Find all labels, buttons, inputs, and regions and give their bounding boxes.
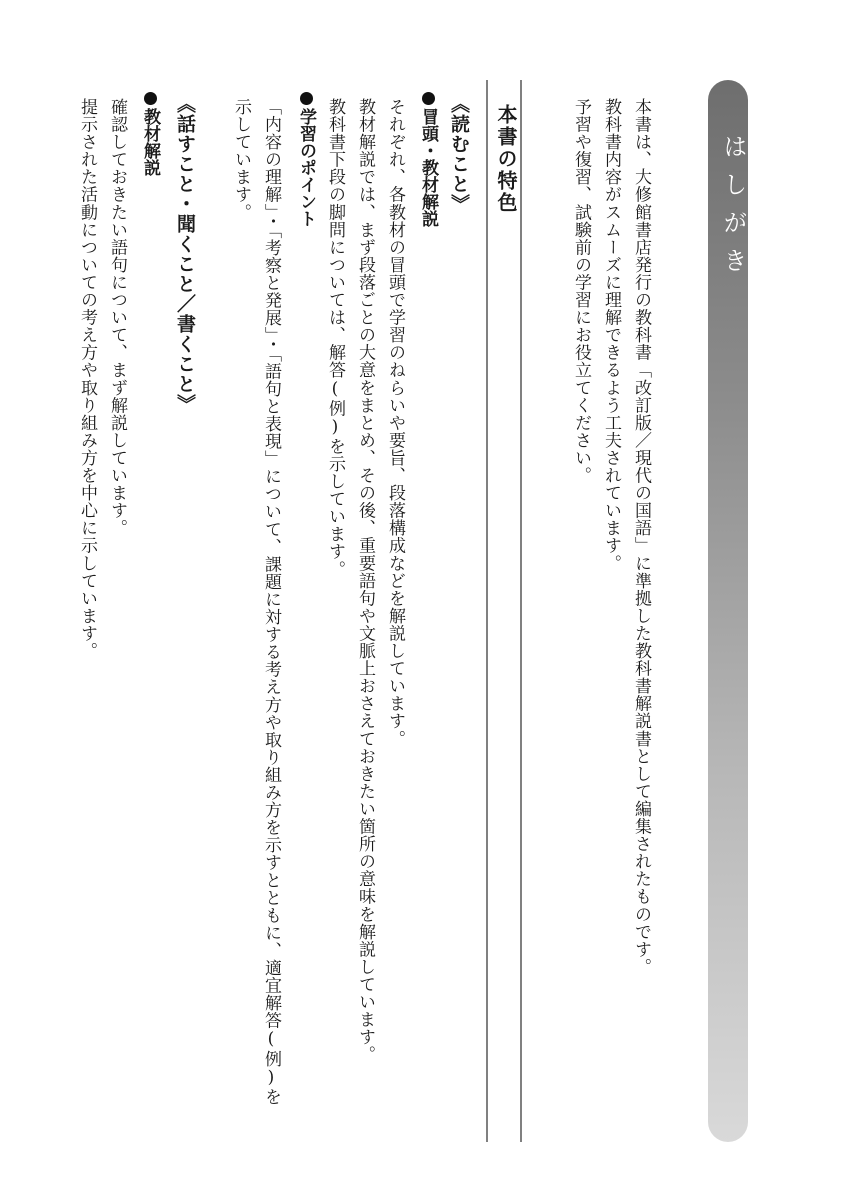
speaking-sub1-heading	[138, 92, 163, 176]
section-rule-right	[520, 80, 522, 1142]
intro-line-1: 本書は、大修館書店発行の教科書「改訂版／現代の国語」に準拠した教科書解説書として編集されたものです。	[631, 98, 651, 976]
reading-sub2-line-1: 「内容の理解」・「考察と発展」・「語句と表現」について、課題に対する考え方や取り組み方を示すとともに、適宜解答(例)を	[261, 98, 281, 1106]
speaking-heading: 《話すこと・聞くこと／書くこと》	[174, 94, 196, 414]
reading-sub1-heading-text: 冒頭・教材解説	[418, 108, 438, 227]
speaking-sub1-line-1: 確認しておきたい語句について、まず解説しています。	[107, 98, 127, 537]
intro-line-3: 予習や復習、試験前の学習にお役立てください。	[571, 98, 591, 485]
reading-sub2-heading-text: 学習のポイント	[296, 108, 316, 227]
bullet-icon	[300, 92, 313, 105]
reading-sub1-heading	[416, 92, 441, 227]
page-title: はしがき	[719, 134, 747, 286]
reading-sub1-line-2: 教材解説では、まず段落ごとの大意をまとめ、その後、重要語句や文脈上おさえておきたい箇所の意味を解説しています。	[355, 98, 375, 1064]
section-heading: 本書の特色	[494, 104, 518, 214]
bullet-icon	[144, 92, 157, 105]
speaking-sub1-heading-text: 教材解説	[140, 108, 160, 176]
reading-sub1-line-3: 教科書下段の脚問については、解答(例)を示しています。	[325, 98, 345, 578]
reading-sub1-line-1: それぞれ、各教材の冒頭で学習のねらいや要旨、段落構成などを解説しています。	[385, 98, 405, 748]
bullet-icon	[422, 92, 435, 105]
reading-heading: 《読むこと》	[448, 94, 470, 214]
intro-line-2: 教科書内容がスムーズに理解できるよう工夫されています。	[601, 98, 621, 572]
reading-sub2-heading	[294, 92, 319, 227]
section-rule-left	[486, 80, 488, 1142]
reading-sub2-line-2: 示しています。	[231, 98, 251, 221]
speaking-sub1-line-2: 提示された活動についての考え方や取り組み方を中心に示しています。	[77, 98, 97, 660]
